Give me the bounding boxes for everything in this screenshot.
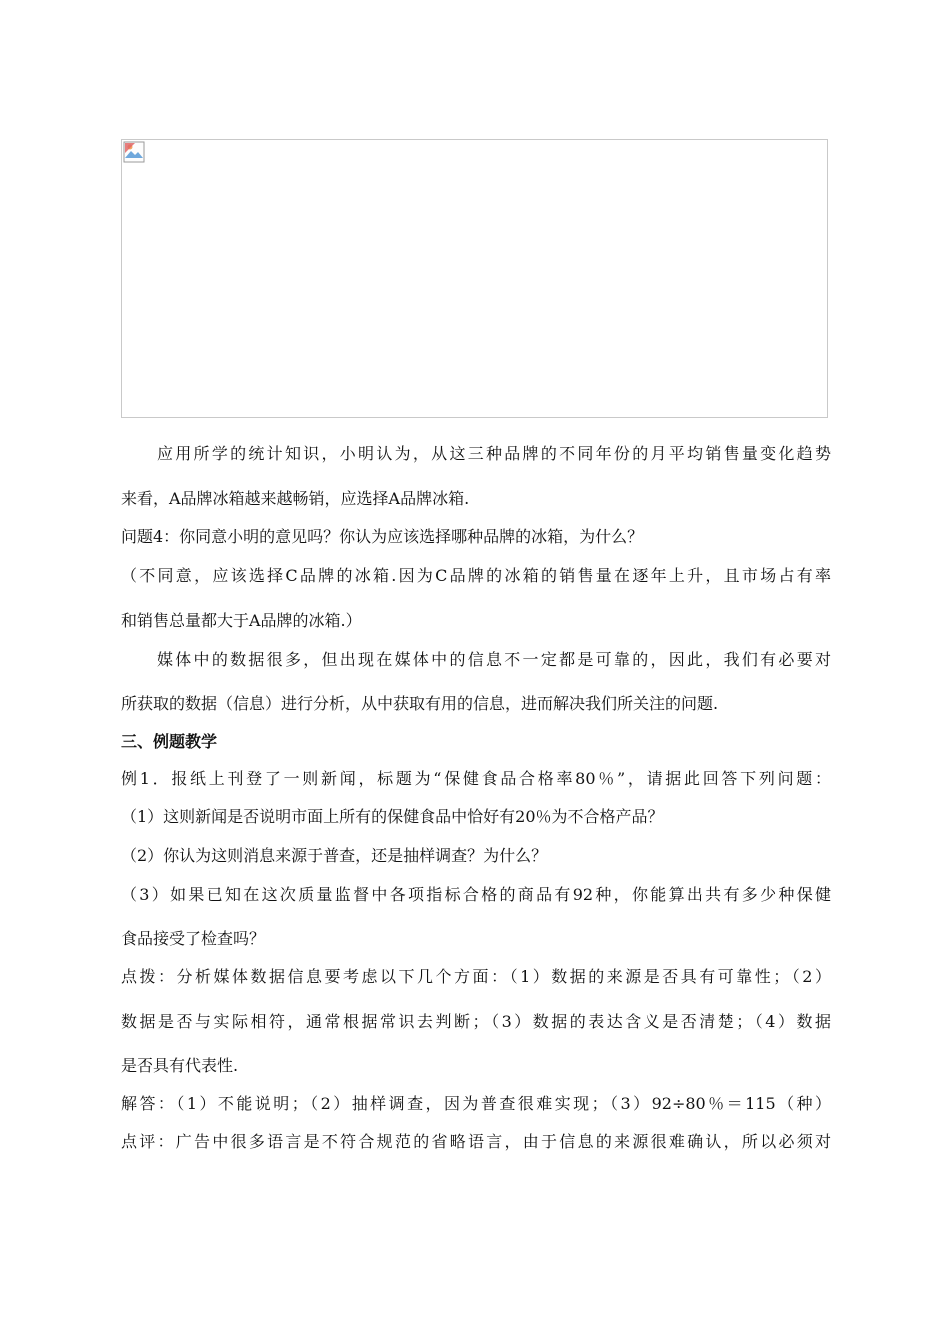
answer-line: （不同意，应该选择C品牌的冰箱.因为C品牌的冰箱的销售量在逐年上升，且市场占有率 [121, 566, 831, 585]
broken-image-icon [123, 141, 145, 163]
paragraph-line: 来看，A品牌冰箱越来越畅销，应选择A品牌冰箱. [121, 489, 470, 508]
example-1: 例1．报纸上刊登了一则新闻，标题为“保健食品合格率80％”，请据此回答下列问题： [121, 769, 831, 788]
answer-line: 和销售总量都大于A品牌的冰箱.） [121, 611, 362, 630]
image-placeholder [121, 139, 828, 418]
paragraph-line: 所获取的数据（信息）进行分析，从中获取有用的信息，进而解决我们所关注的问题. [121, 694, 719, 713]
sub-question-3-cont: 食品接受了检查吗？ [121, 929, 266, 948]
sub-question-3: （3）如果已知在这次质量监督中各项指标合格的商品有92种，你能算出共有多少种保健 [121, 885, 831, 904]
comment-line: 点评：广告中很多语言是不符合规范的省略语言，由于信息的来源很难确认，所以必须对 [121, 1132, 831, 1151]
hint-line: 点拨：分析媒体数据信息要考虑以下几个方面：（1）数据的来源是否具有可靠性；（2） [121, 967, 831, 986]
section-heading: 三、例题教学 [121, 732, 218, 751]
paragraph-line: 应用所学的统计知识，小明认为，从这三种品牌的不同年份的月平均销售量变化趋势 [157, 444, 831, 463]
hint-line: 是否具有代表性. [121, 1056, 239, 1075]
sub-question-1: （1）这则新闻是否说明市面上所有的保健食品中恰好有20％为不合格产品？ [121, 807, 664, 826]
hint-line: 数据是否与实际相符，通常根据常识去判断；（3）数据的表达含义是否清楚；（4）数据 [121, 1012, 831, 1031]
solution-line: 解答：（1）不能说明；（2）抽样调查，因为普查很难实现；（3）92÷80％＝115（种） [121, 1094, 831, 1113]
sub-question-2: （2）你认为这则消息来源于普查，还是抽样调查？为什么？ [121, 846, 548, 865]
paragraph-line: 媒体中的数据很多，但出现在媒体中的信息不一定都是可靠的，因此，我们有必要对 [157, 650, 831, 669]
question-4: 问题4：你同意小明的意见吗？你认为应该选择哪种品牌的冰箱，为什么？ [121, 527, 644, 546]
